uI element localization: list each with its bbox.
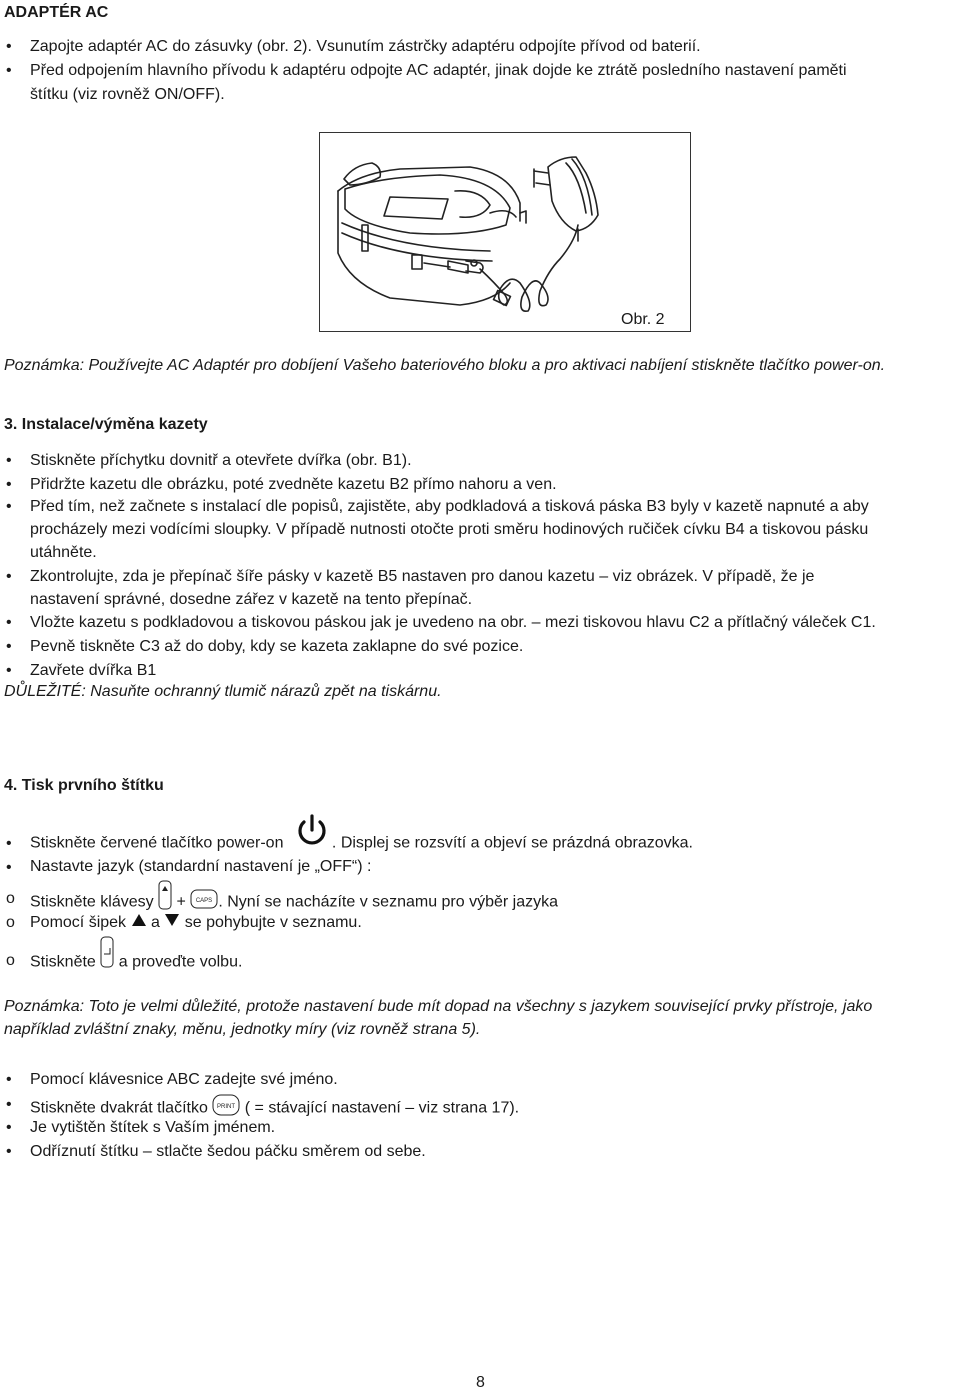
printer-adapter-illustration <box>320 133 690 331</box>
press-text-after: a proveďte volbu. <box>118 953 243 971</box>
keys-text-before: Stiskněte klávesy <box>30 893 154 911</box>
bullet: • <box>6 859 12 876</box>
list-item: Zapojte adaptér AC do zásuvky (obr. 2). Vsunutím zástrčky adaptéru odpojíte přívod od baterií. <box>30 38 701 55</box>
arrows-text-after: se pohybujte v seznamu. <box>184 914 362 932</box>
list-item: Je vytištěn štítek s Vaším jménem. <box>30 1119 276 1136</box>
bullet: • <box>6 614 12 631</box>
note-print-continued: například zvláštní znaky, měnu, jednotky míry (viz rovněž strana 5). <box>4 1021 481 1038</box>
list-item: Před odpojením hlavního přívodu k adaptéru odpojte AC adaptér, jinak dojde ke ztrátě posledního nastavení paměti <box>30 62 847 79</box>
bullet: • <box>6 452 12 469</box>
bullet: • <box>6 62 12 79</box>
enter-key-icon <box>100 936 114 975</box>
keys-plus: + <box>176 893 186 911</box>
list-item-continued: utáhněte. <box>30 544 97 561</box>
sub-marker: o <box>6 890 15 907</box>
svg-text:PRINT: PRINT <box>217 1104 236 1110</box>
power-on-line <box>30 832 942 855</box>
svg-text:CAPS: CAPS <box>196 898 213 904</box>
list-item: Nastavte jazyk (standardní nastavení je „OFF“) : <box>30 858 372 875</box>
bullet: • <box>6 476 12 493</box>
list-item: Pevně tiskněte C3 až do doby, kdy se kazeta zaklapne do své pozice. <box>30 638 524 655</box>
sub-marker: o <box>6 914 15 931</box>
list-item-continued: procházely mezi vodícími sloupky. V případě nutnosti otočte proti směru hodinových ručiček cívku B4 a tiskovou pásku <box>30 521 869 538</box>
list-item: Přidržte kazetu dle obrázku, poté zvedněte kazetu B2 přímo nahoru a ven. <box>30 476 557 493</box>
bullet: • <box>6 1096 12 1113</box>
note-ac: Poznámka: Používejte AC Adaptér pro dobíjení Vašeho bateriového bloku a pro aktivaci nabíjení stiskněte tlačítko power-on. <box>4 357 886 374</box>
list-item: Zkontrolujte, zda je přepínač šíře pásky v kazetě B5 nastaven pro danou kazetu – viz obrázek. V případě, že je <box>30 568 815 585</box>
bullet: • <box>6 638 12 655</box>
arrows-text-before: Pomocí šipek <box>30 914 127 932</box>
power-text-before: Stiskněte červené tlačítko power-on <box>30 834 284 852</box>
section-heading-cassette: 3. Instalace/výměna kazety <box>4 416 208 433</box>
arrows-line <box>30 912 942 934</box>
bullet: • <box>6 1119 12 1136</box>
list-item: Vložte kazetu s podkladovou a tiskovou páskou jak je uvedeno na obr. – mezi tiskovou hlavu C2 a přítlačný váleček C1. <box>30 614 876 631</box>
bullet: • <box>6 498 12 515</box>
arrows-text-mid: a <box>150 914 160 932</box>
note-print: Poznámka: Toto je velmi důležité, protože nastavení bude mít dopad na všechny s jazykem související prvky přístroje, jako <box>4 998 873 1015</box>
press-text-before: Stiskněte <box>30 953 96 971</box>
keys-text-after: . Nyní se nacházíte v seznamu pro výběr jazyka <box>218 893 559 911</box>
power-text-after: . Displej se rozsvítí a objeví se prázdná obrazovka. <box>331 834 693 852</box>
figure-caption: Obr. 2 <box>621 311 665 328</box>
arrow-up-icon <box>131 912 147 934</box>
list-item: Stiskněte příchytku dovnitř a otevřete dvířka (obr. B1). <box>30 452 412 469</box>
print-text-before: Stiskněte dvakrát tlačítko <box>30 1099 208 1117</box>
bullet: • <box>6 1071 12 1088</box>
arrow-down-icon <box>164 912 180 934</box>
list-item: Odříznutí štítku – stlačte šedou páčku směrem od sebe. <box>30 1143 426 1160</box>
bullet: • <box>6 568 12 585</box>
section-heading-print: 4. Tisk prvního štítku <box>4 777 164 794</box>
power-icon <box>294 812 330 855</box>
bullet: • <box>6 835 12 852</box>
bullet: • <box>6 38 12 55</box>
important-note: DŮLEŽITÉ: Nasuňte ochranný tlumič nárazů zpět na tiskárnu. <box>4 683 442 700</box>
press-line <box>30 950 942 975</box>
list-item-continued: štítku (viz rovněž ON/OFF). <box>30 86 225 103</box>
section-heading-ac: ADAPTÉR AC <box>4 4 109 21</box>
list-item: Před tím, než začnete s instalací dle popisů, zajistěte, aby podkladová a tisková páska B3 byly v kazetě napnuté a aby <box>30 498 869 515</box>
list-item-continued: nastavení správné, dosedne zářez v kazetě na tento přepínač. <box>30 591 473 608</box>
bullet: • <box>6 1143 12 1160</box>
adapter-figure <box>319 132 691 332</box>
bullet: • <box>6 662 12 679</box>
page-number: 8 <box>476 1374 485 1391</box>
print-text-after: ( = stávající nastavení – viz strana 17). <box>244 1099 520 1117</box>
list-item: Pomocí klávesnice ABC zadejte své jméno. <box>30 1071 338 1088</box>
list-item: Zavřete dvířka B1 <box>30 662 157 679</box>
sub-marker: o <box>6 952 15 969</box>
